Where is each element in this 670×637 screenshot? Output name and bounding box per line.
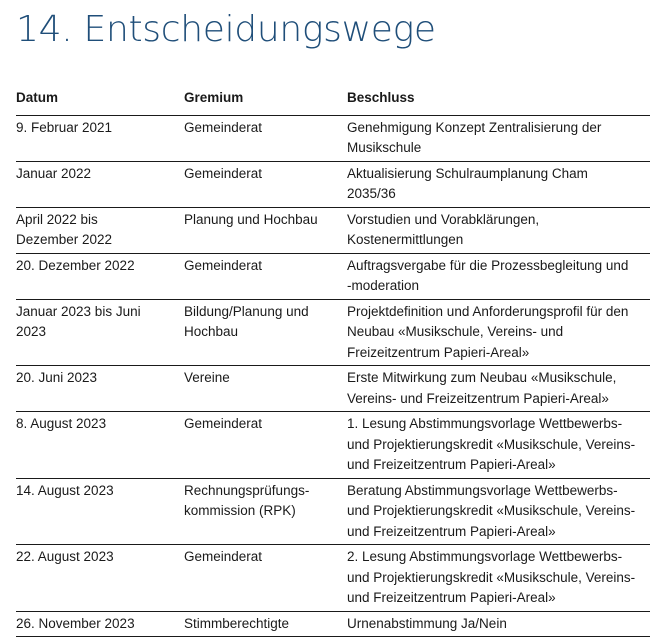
cell-datum bbox=[16, 478, 184, 545]
cell-beschluss-line: und Projektierungskredit «Musikschule, Vereins- bbox=[347, 569, 636, 585]
header-row bbox=[16, 82, 650, 115]
column-header-gremium: Gremium bbox=[184, 82, 347, 115]
cell-datum bbox=[16, 611, 184, 637]
cell-datum bbox=[16, 299, 184, 366]
cell-beschluss-line: Urnenabstimmung Ja/Nein bbox=[347, 615, 507, 631]
table-row bbox=[16, 478, 650, 545]
cell-gremium bbox=[184, 545, 347, 612]
cell-datum-line: 9. Februar 2021 bbox=[16, 119, 113, 135]
cell-beschluss-line: Genehmigung Konzept Zentralisierung der bbox=[347, 119, 602, 135]
cell-beschluss-line: und Freizeitzentrum Papieri-Areal» bbox=[347, 590, 556, 605]
table-body bbox=[16, 115, 650, 637]
cell-datum bbox=[16, 545, 184, 612]
cell-datum-line: 26. November 2023 bbox=[16, 615, 135, 631]
cell-beschluss bbox=[347, 161, 650, 207]
table-row bbox=[16, 611, 650, 637]
cell-beschluss-line: 2035/36 bbox=[347, 186, 396, 201]
cell-beschluss bbox=[347, 478, 650, 545]
cell-datum bbox=[16, 412, 184, 479]
cell-beschluss-line: und Freizeitzentrum Papieri-Areal» bbox=[347, 523, 556, 539]
cell-beschluss-line: Beratung Abstimmungsvorlage Wettbewerbs- bbox=[347, 482, 618, 498]
table-row bbox=[16, 545, 650, 612]
cell-datum-line: 8. August 2023 bbox=[16, 416, 107, 431]
cell-beschluss-line: Auftragsvergabe für die Prozessbegleitung und bbox=[347, 257, 629, 273]
cell-gremium bbox=[184, 478, 347, 545]
cell-datum bbox=[16, 115, 184, 161]
cell-beschluss-line: und Projektierungskredit «Musikschule, Vereins- bbox=[347, 503, 636, 518]
table-row bbox=[16, 299, 650, 366]
cell-datum bbox=[16, 366, 184, 412]
cell-beschluss bbox=[347, 253, 650, 299]
table-row bbox=[16, 253, 650, 299]
cell-datum bbox=[16, 207, 184, 253]
cell-datum-line: Januar 2022 bbox=[16, 165, 92, 181]
page-title: 14. Entscheidungswege bbox=[16, 9, 436, 50]
cell-beschluss-line: 2. Lesung Abstimmungsvorlage Wettbewerbs- bbox=[347, 549, 623, 564]
cell-gremium bbox=[184, 115, 347, 161]
cell-gremium bbox=[184, 161, 347, 207]
cell-datum-line: Januar 2023 bis Juni bbox=[16, 303, 141, 319]
table-row bbox=[16, 412, 650, 479]
table-header bbox=[16, 82, 650, 115]
table-row bbox=[16, 115, 650, 161]
cell-beschluss-line: Vorstudien und Vorabklärungen, bbox=[347, 211, 540, 227]
cell-beschluss bbox=[347, 611, 650, 637]
cell-datum-line: April 2022 bis bbox=[16, 211, 98, 227]
cell-gremium-line: Stimmberechtigte bbox=[184, 615, 290, 631]
cell-beschluss-line: -moderation bbox=[347, 278, 420, 293]
cell-beschluss-line: Erste Mitwirkung zum Neubau «Musikschule, bbox=[347, 370, 617, 385]
cell-gremium bbox=[184, 412, 347, 479]
cell-beschluss-line: Kostenermittlungen bbox=[347, 232, 464, 247]
cell-beschluss-line: Neubau «Musikschule, Vereins- und bbox=[347, 324, 564, 339]
cell-gremium-line: Gemeinderat bbox=[184, 416, 263, 431]
cell-beschluss-line: Projektdefinition und Anforderungsprofil für den bbox=[347, 303, 629, 319]
cell-beschluss-line: und Projektierungskredit «Musikschule, Vereins- bbox=[347, 436, 636, 452]
cell-beschluss bbox=[347, 545, 650, 612]
cell-gremium bbox=[184, 366, 347, 412]
cell-beschluss bbox=[347, 207, 650, 253]
cell-gremium-line: kommission (RPK) bbox=[184, 503, 296, 518]
table-row bbox=[16, 366, 650, 412]
cell-gremium bbox=[184, 253, 347, 299]
cell-gremium bbox=[184, 299, 347, 366]
cell-gremium bbox=[184, 207, 347, 253]
column-header-beschluss: Beschluss bbox=[347, 82, 650, 115]
cell-beschluss-line: 1. Lesung Abstimmungsvorlage Wettbewerbs- bbox=[347, 416, 623, 431]
cell-beschluss bbox=[347, 299, 650, 366]
cell-beschluss bbox=[347, 115, 650, 161]
cell-gremium-line: Rechnungsprüfungs- bbox=[184, 482, 310, 498]
cell-datum-line: 20. Juni 2023 bbox=[16, 370, 98, 385]
cell-datum bbox=[16, 161, 184, 207]
column-header-datum: Datum bbox=[16, 82, 184, 115]
cell-gremium bbox=[184, 611, 347, 637]
cell-datum-line: 2023 bbox=[16, 324, 47, 339]
decision-table bbox=[16, 82, 650, 637]
cell-gremium-line: Gemeinderat bbox=[184, 257, 263, 273]
cell-gremium-line: Gemeinderat bbox=[184, 165, 263, 181]
cell-beschluss-line: Freizeitzentrum Papieri-Areal» bbox=[347, 344, 530, 360]
cell-beschluss-line: Aktualisierung Schulraumplanung Cham bbox=[347, 165, 588, 181]
cell-gremium-line: Hochbau bbox=[184, 324, 239, 339]
cell-beschluss bbox=[347, 366, 650, 412]
cell-datum-line: 14. August 2023 bbox=[16, 482, 114, 498]
cell-beschluss-line: Musikschule bbox=[347, 140, 422, 155]
cell-gremium-line: Bildung/Planung und bbox=[184, 303, 309, 319]
table-row bbox=[16, 207, 650, 253]
cell-gremium-line: Planung und Hochbau bbox=[184, 211, 318, 227]
table-row bbox=[16, 161, 650, 207]
cell-datum-line: 22. August 2023 bbox=[16, 549, 114, 564]
cell-beschluss bbox=[347, 412, 650, 479]
cell-gremium-line: Gemeinderat bbox=[184, 119, 263, 135]
cell-datum bbox=[16, 253, 184, 299]
cell-gremium-line: Vereine bbox=[184, 370, 230, 385]
cell-datum-line: Dezember 2022 bbox=[16, 232, 113, 247]
cell-beschluss-line: Vereins- und Freizeitzentrum Papieri-Areal» bbox=[347, 390, 609, 406]
cell-datum-line: 20. Dezember 2022 bbox=[16, 257, 135, 273]
cell-gremium-line: Gemeinderat bbox=[184, 549, 263, 564]
cell-beschluss-line: und Freizeitzentrum Papieri-Areal» bbox=[347, 457, 556, 472]
